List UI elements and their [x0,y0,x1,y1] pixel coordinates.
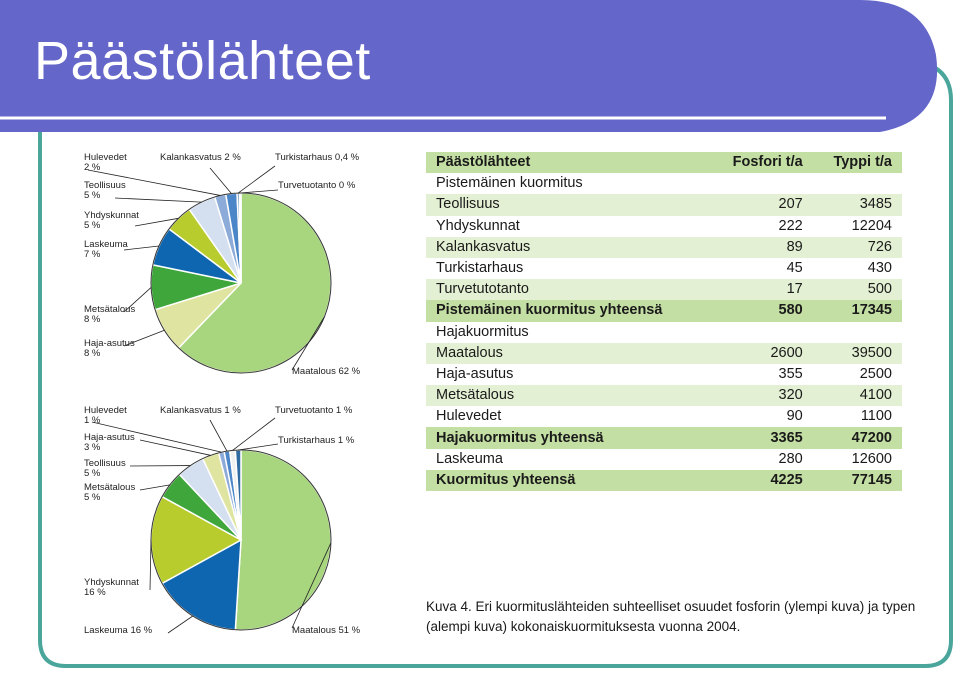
pie-chart-nitrogen [84,405,361,636]
row-label: Hajakuormitus yhteensä [426,427,723,448]
table-row [426,449,902,470]
col-header-nitrogen: Typpi t/a [833,154,892,171]
leader-line [140,485,170,490]
slice-label: Turkistarhaus 0,4 % [275,152,360,163]
slice-label: Metsätalous [84,482,136,493]
table-row [426,300,902,321]
pie-chart-phosphorus [84,152,361,377]
table-row [426,343,902,364]
emission-table [426,152,902,491]
cell-nitrogen: 39500 [851,344,892,361]
table-row [426,322,902,343]
slice-label: Maatalous 62 % [292,366,361,377]
slice-label: 1 % [84,415,101,426]
row-label: Yhdyskunnat [436,217,520,234]
cell-phosphorus: 280 [778,450,803,467]
row-label: Pistemäinen kuormitus [436,175,583,192]
row-label: Hulevedet [436,408,502,425]
slice-label: 5 % [84,190,101,201]
table-row [426,470,902,491]
table-row [426,427,902,448]
leader-line [238,444,278,450]
slice-label: 3 % [84,442,101,453]
table-row [426,216,902,237]
slice-label: Turvetuotanto 0 % [278,180,356,191]
cell-nitrogen: 12600 [851,450,892,467]
row-label: Hajakuormitus [436,323,529,340]
row-label: Kalankasvatus [436,238,531,255]
table-row [426,173,902,194]
slice-label: Teollisuus [84,180,126,191]
table-row [426,237,902,258]
table-row [426,385,902,406]
cell-phosphorus: 89 [786,238,803,255]
table-row [426,279,902,300]
cell-phosphorus: 90 [786,408,803,425]
slice-label: 16 % [84,587,106,598]
slice-label: Kalankasvatus 1 % [160,405,241,416]
slice-label: Kalankasvatus 2 % [160,152,241,163]
slice-label: 8 % [84,348,101,359]
cell-nitrogen: 1100 [860,408,892,425]
leader-line [210,420,227,451]
cell-phosphorus: 4225 [723,470,813,491]
leader-line [140,440,211,455]
slice-label: Maatalous 51 % [292,625,361,636]
slice-label: 8 % [84,314,101,325]
cell-nitrogen [813,322,902,343]
cell-nitrogen: 500 [867,281,892,298]
cell-nitrogen [813,173,902,194]
cell-nitrogen: 3485 [859,196,892,213]
cell-nitrogen: 4100 [859,387,892,404]
leader-line [238,166,275,193]
cell-phosphorus: 207 [778,196,803,213]
row-label: Maatalous [436,344,503,361]
pie-slice-maatalous [235,450,331,630]
cell-phosphorus: 222 [778,217,803,234]
col-header-phosphorus: Fosfori t/a [732,154,803,171]
cell-nitrogen: 2500 [859,365,892,382]
slice-label: Hulevedet [84,152,127,163]
leader-line [240,190,278,193]
cell-phosphorus: 45 [786,260,803,277]
row-label: Pistemäinen kuormitus yhteensä [426,300,723,321]
leader-line [168,616,193,633]
slice-label: 7 % [84,249,101,260]
slice-label: Turkistarhaus 1 % [278,435,355,446]
slice-label: Laskeuma 16 % [84,625,153,636]
cell-nitrogen: 47200 [813,427,902,448]
cell-phosphorus: 17 [786,281,803,298]
leader-line [210,168,231,194]
cell-nitrogen: 12204 [851,217,892,234]
row-label: Haja-asutus [436,365,514,382]
slice-label: Turvetuotanto 1 % [275,405,353,416]
table-row [426,364,902,385]
cell-phosphorus [723,322,813,343]
leader-line [150,540,151,590]
row-label: Metsätalous [436,387,515,404]
row-label: Kuormitus yhteensä [426,470,723,491]
table-row [426,406,902,427]
cell-nitrogen: 77145 [813,470,902,491]
slice-label: Yhdyskunnat [84,577,139,588]
table-row [426,258,902,279]
slice-label: Teollisuus [84,458,126,469]
cell-phosphorus: 355 [778,365,803,382]
cell-nitrogen: 726 [867,238,892,255]
leader-line [115,198,202,202]
col-header-source: Päästölähteet [436,154,531,171]
table-row [426,194,902,215]
slice-label: 5 % [84,220,101,231]
row-label: Turkistarhaus [436,260,524,277]
slice-label: 5 % [84,492,101,503]
row-label: Teollisuus [436,196,500,213]
leader-line [124,246,159,250]
cell-phosphorus: 580 [723,300,813,321]
table-header-row [426,152,902,173]
page-title: Päästölähteet [34,31,371,91]
cell-nitrogen: 17345 [813,300,902,321]
slice-label: 2 % [84,162,101,173]
slice-label: Hulevedet [84,405,127,416]
cell-phosphorus: 3365 [723,427,813,448]
figure-caption: Kuva 4. Eri kuormituslähteiden suhteelliset osuudet fosforin (ylempi kuva) ja typen (alempi kuva) kokonaiskuormituksesta vuonna 2004. [426,599,916,634]
slice-label: Yhdyskunnat [84,210,139,221]
cell-phosphorus: 2600 [770,344,803,361]
slice-label: Haja-asutus [84,338,135,349]
row-label: Turvetutotanto [436,281,529,298]
cell-phosphorus [723,173,813,194]
slice-label: 5 % [84,468,101,479]
cell-phosphorus: 320 [778,387,803,404]
cell-nitrogen: 430 [867,260,892,277]
slice-label: Laskeuma [84,239,128,250]
slice-label: Metsätalous [84,304,136,315]
row-label: Laskeuma [436,450,503,467]
slice-label: Haja-asutus [84,432,135,443]
